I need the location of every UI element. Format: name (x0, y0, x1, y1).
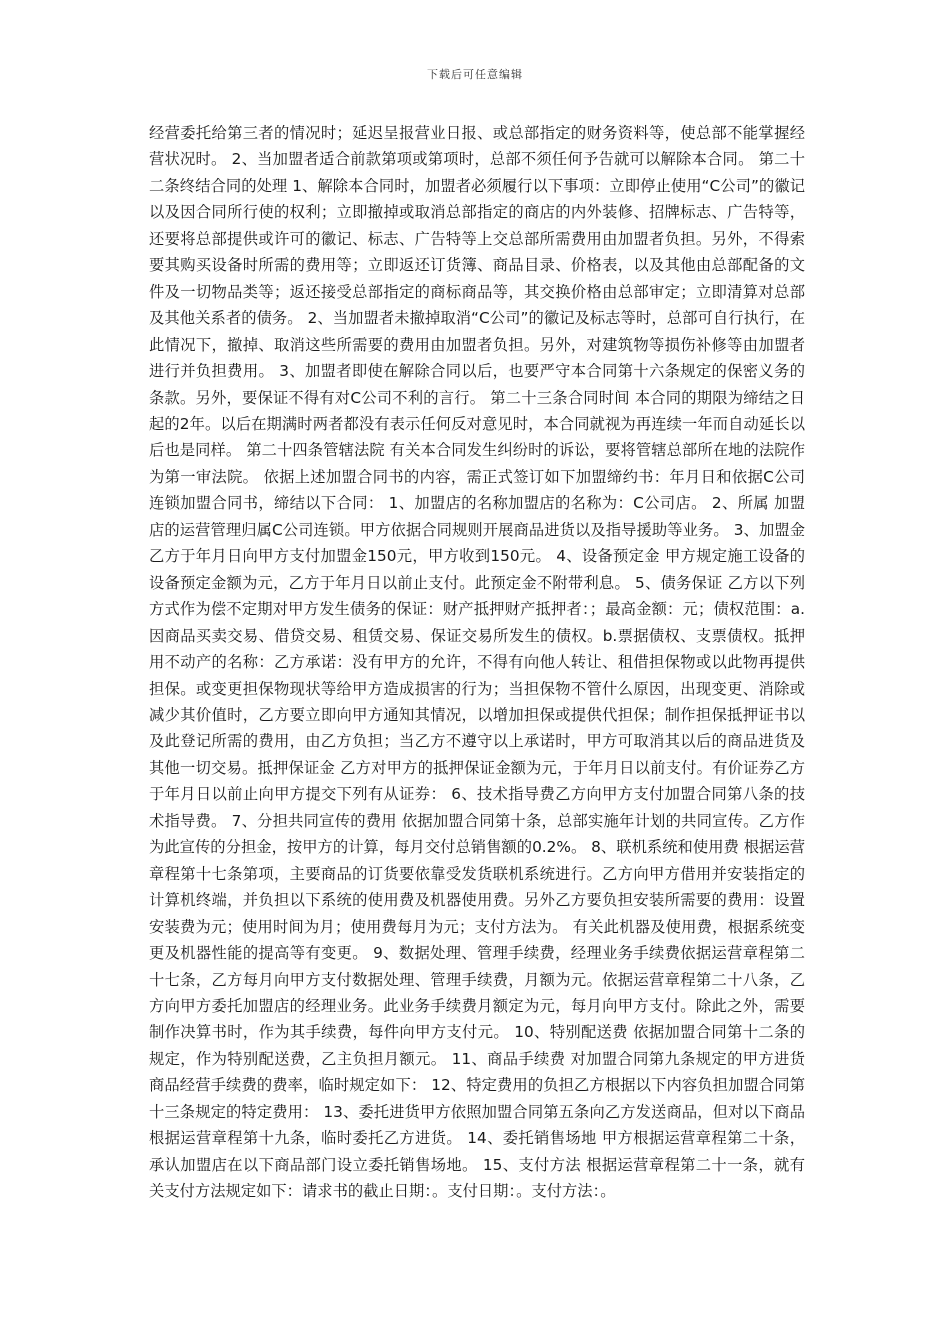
document-body-text: 经营委托给第三者的情况时；延迟呈报营业日报、或总部指定的财务资料等，使总部不能掌握经营状况时。 2、当加盟者适合前款第项或第项时，总部不须任何予告就可以解除本合同。 第二十二条终结合同的处理 1、解除本合同时，加盟者必须履行以下事项：立即停止使用“C公司”的徽记以及因合同所行使的权利；立即撤掉或取消总部指定的商店的内外装修、招牌标志、广告特等，还要将总部提供或许可的徽记、标志、广告特等上交总部所需费用由加盟者负担。另外，不得索要其购买设备时所需的费用等；立即返还订货簿、商品目录、价格表，以及其他由总部配备的文件及一切物品类等；返还接受总部指定的商标商品等，其交换价格由总部审定；立即清算对总部及其他关系者的债务。 2、当加盟者未撤掉取消“C公司”的徽记及标志等时，总部可自行执行，在此情况下，撤掉、取消这些所需要的费用由加盟者负担。另外，对建筑物等损伤补修等由加盟者进行并负担费用。 3、加盟者即使在解除合同以后，也要严守本合同第十六条规定的保密义务的条款。另外，要保证不得有对C公司不利的言行。 第二十三条合同时间 本合同的期限为缔结之日起的2年。以后在期满时两者都没有表示任何反对意见时，本合同就视为再连续一年而自动延长以后也是同样。 第二十四条管辖法院 有关本合同发生纠纷时的诉讼，要将管辖总部所在地的法院作为第一审法院。 依据上述加盟合同书的内容，需正式签订如下加盟缔约书：年月日和依据C公司连锁加盟合同书，缔结以下合同： 1、加盟店的名称加盟店的名称为：C公司店。 2、所属 加盟店的运营管理归属C公司连锁。甲方依据合同规则开展商品进货以及指导援助等业务。 3、加盟金 乙方于年月日向甲方支付加盟金150元，甲方收到150元。 4、设备预定金 甲方规定施工设备的设备预定金额为元，乙方于年月日以前止支付。此预定金不附带利息。 5、债务保证 乙方以下列方式作为偿不定期对甲方发生债务的保证：财产抵押财产抵押者：；最高金额：元；债权范围：a.因商品买卖交易、借贷交易、租赁交易、保证交易所发生的债权。b.票据债权、支票债权。抵押用不动产的名称：乙方承诺：没有甲方的允许，不得有向他人转让、租借担保物或以此物再提供担保。或变更担保物现状等给甲方造成损害的行为；当担保物不管什么原因，出现变更、消除或减少其价值时，乙方要立即向甲方通知其情况，以增加担保或提供代担保；制作担保抵押证书以及此登记所需的费用，由乙方负担；当乙方不遵守以上承诺时，甲方可取消其以后的商品进货及其他一切交易。抵押保证金 乙方对甲方的抵押保证金额为元，于年月日以前支付。有价证券乙方于年月日以前止向甲方提交下列有从证券： 6、技术指导费乙方向甲方支付加盟合同第八条的技术指导费。 7、分担共同宣传的费用 依据加盟合同第十条，总部实施年计划的共同宣传。乙方作为此宣传的分担金，按甲方的计算，每月交付总销售额的0.2%。 8、联机系统和使用费 根据运营章程第十七条第项，主要商品的订货要依靠受发货联机系统进行。乙方向甲方借用并安装指定的计算机终端，并负担以下系统的使用费及机器使用费。另外乙方要负担安装所需要的费用：设置安装费为元；使用时间为月；使用费每月为元；支付方法为。 有关此机器及使用费，根据系统变更及机器性能的提高等有变更。 9、数据处理、管理手续费，经理业务手续费依据运营章程第二十七条，乙方每月向甲方支付数据处理、管理手续费，月额为元。依据运营章程第二十八条，乙方向甲方委托加盟店的经理业务。此业务手续费月额定为元，每月向甲方支付。除此之外，需要制作决算书时，作为其手续费，每件向甲方支付元。 10、特别配送费 依据加盟合同第十二条的规定，作为特别配送费，乙主负担月额元。 11、商品手续费 对加盟合同第九条规定的甲方进货商品经营手续费的费率，临时规定如下： 12、特定费用的负担乙方根据以下内容负担加盟合同第十三条规定的特定费用： 13、委托进货甲方依照加盟合同第五条向乙方发送商品，但对以下商品根据运营章程第十九条，临时委托乙方进货。 14、委托销售场地 甲方根据运营章程第二十条，承认加盟店在以下商品部门设立委托销售场地。 15、支付方法 根据运营章程第二十一条，就有关支付方法规定如下：请求书的截止日期：。支付日期：。支付方法：。 (149, 124, 805, 1201)
page-header: 下载后可任意编辑 (427, 68, 523, 81)
